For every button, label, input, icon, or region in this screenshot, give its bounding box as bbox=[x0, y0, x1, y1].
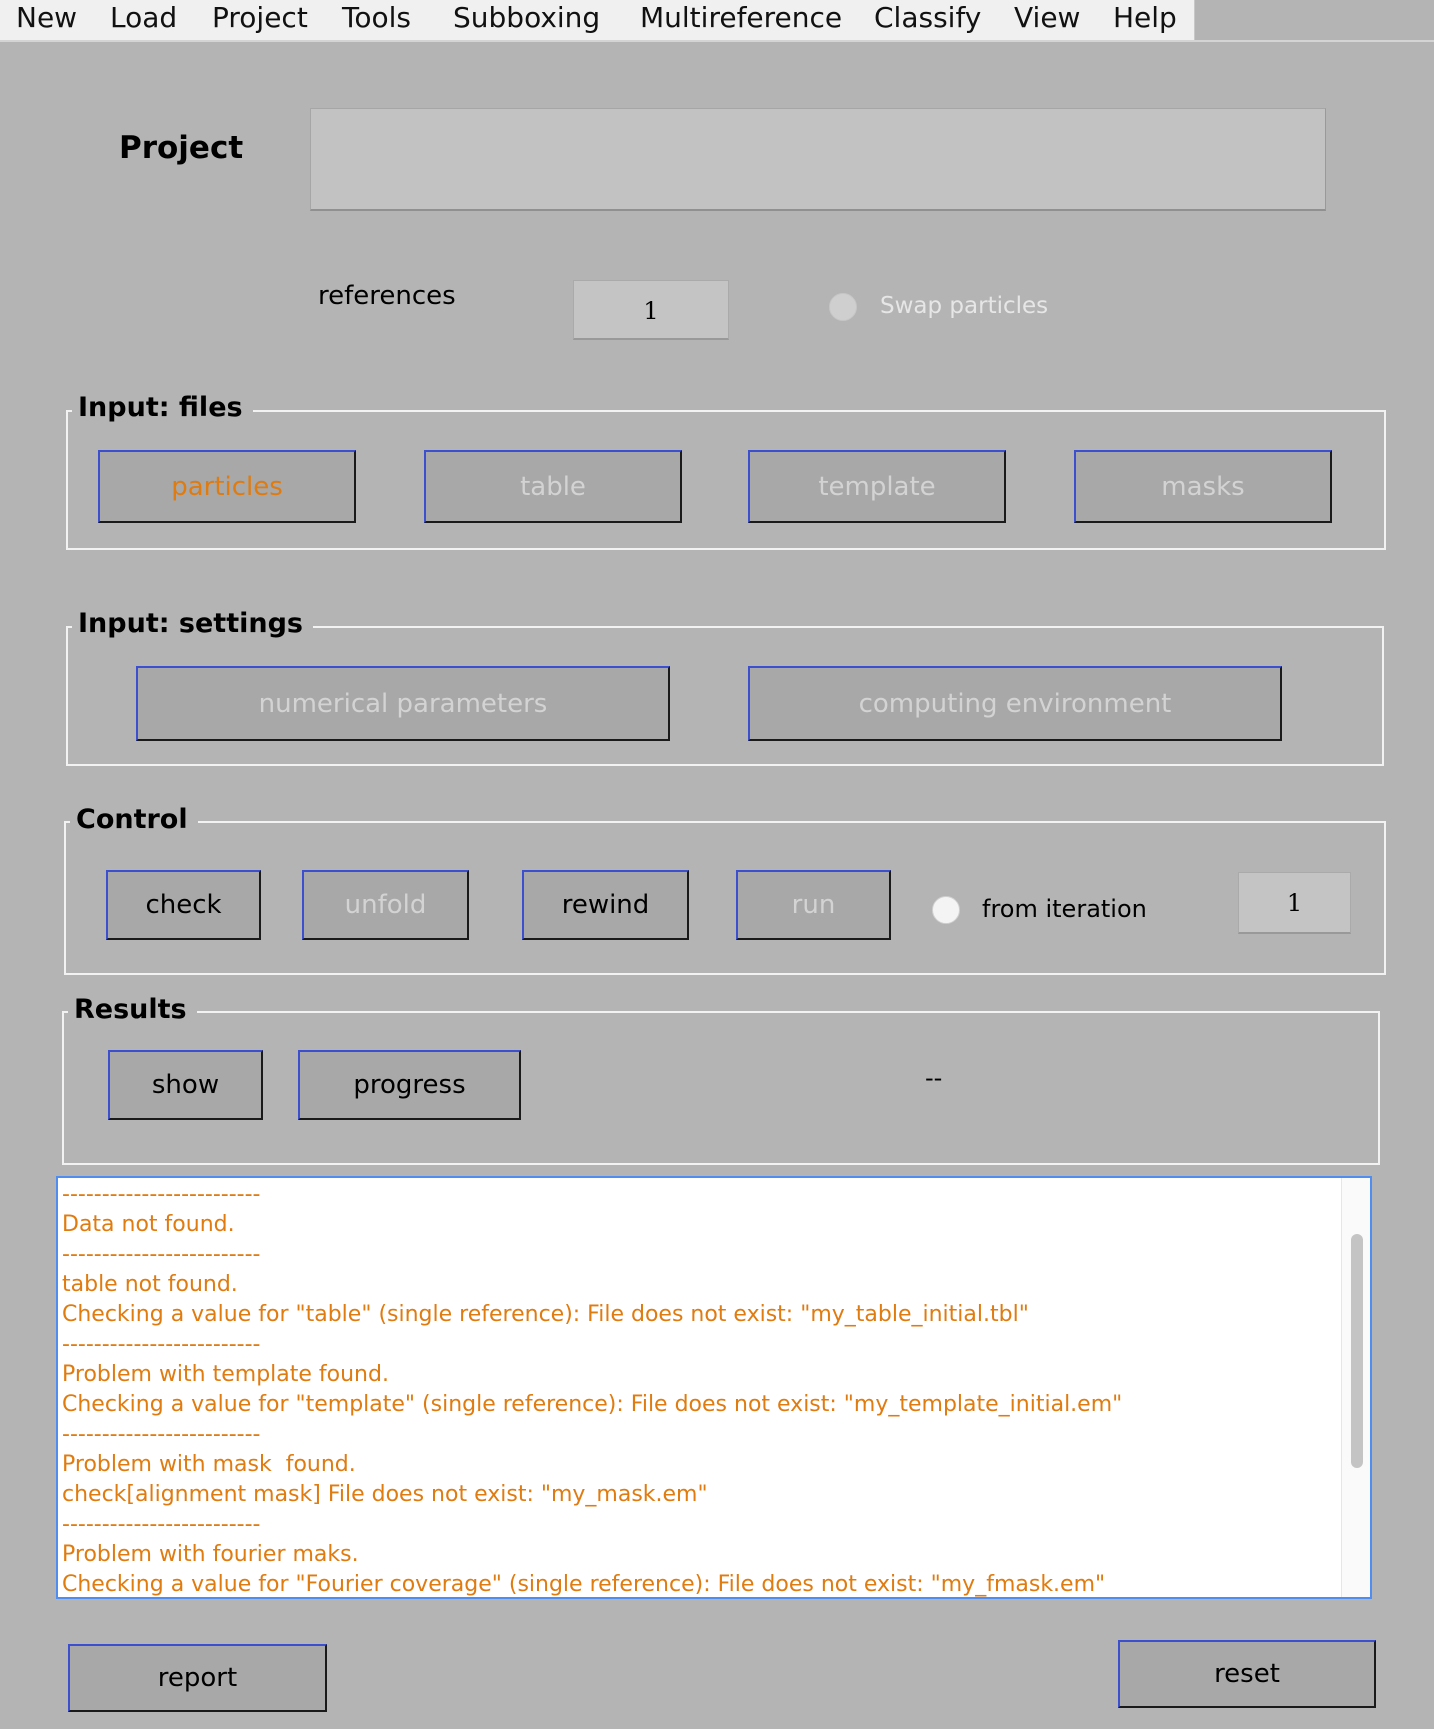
console-line: Data not found. bbox=[62, 1212, 235, 1237]
console-line: Checking a value for "template" (single reference): File does not exist: "my_template_initial.em" bbox=[62, 1392, 1123, 1417]
unfold-button[interactable]: unfold bbox=[302, 870, 469, 940]
console-scrollbar-thumb[interactable] bbox=[1351, 1234, 1363, 1468]
console-line: Checking a value for "table" (single reference): File does not exist: "my_table_initial.tbl" bbox=[62, 1302, 1029, 1327]
computing-environment-button[interactable]: computing environment bbox=[748, 666, 1282, 741]
project-label: Project bbox=[119, 130, 244, 166]
masks-button[interactable]: masks bbox=[1074, 450, 1332, 523]
control-group bbox=[64, 821, 1386, 975]
menu-classify[interactable]: Classify bbox=[874, 1, 982, 34]
console-line: Problem with mask found. bbox=[62, 1452, 356, 1477]
menu-project[interactable]: Project bbox=[212, 1, 308, 34]
check-button[interactable]: check bbox=[106, 870, 261, 940]
from-iteration-radio[interactable] bbox=[932, 896, 960, 924]
table-button[interactable]: table bbox=[424, 450, 682, 523]
references-label: references bbox=[318, 281, 456, 311]
log-console[interactable] bbox=[56, 1176, 1372, 1599]
results-title: Results bbox=[68, 993, 197, 1027]
swap-particles-label: Swap particles bbox=[880, 293, 1049, 319]
console-line: ------------------------- bbox=[62, 1422, 261, 1447]
console-line: Checking a value for "Fourier coverage" (single reference): File does not exist: "my_fmask.em" bbox=[62, 1572, 1106, 1597]
menu-tools[interactable]: Tools bbox=[342, 1, 411, 34]
control-title: Control bbox=[70, 803, 198, 837]
menu-subboxing[interactable]: Subboxing bbox=[453, 1, 601, 34]
menu-multireference[interactable]: Multireference bbox=[640, 1, 843, 34]
project-name-field[interactable] bbox=[310, 108, 1326, 211]
console-line: table not found. bbox=[62, 1272, 238, 1297]
console-line: ------------------------- bbox=[62, 1512, 261, 1537]
console-line: Problem with fourier maks. bbox=[62, 1542, 359, 1567]
menu-load[interactable]: Load bbox=[110, 1, 178, 34]
from-iteration-field[interactable]: 1 bbox=[1238, 872, 1351, 934]
run-button[interactable]: run bbox=[736, 870, 891, 940]
swap-particles-radio[interactable] bbox=[829, 293, 857, 321]
references-count-field[interactable]: 1 bbox=[573, 280, 729, 340]
from-iteration-label: from iteration bbox=[982, 895, 1147, 923]
menu-new[interactable]: New bbox=[16, 1, 78, 34]
numerical-parameters-button[interactable]: numerical parameters bbox=[136, 666, 670, 741]
menu-view[interactable]: View bbox=[1014, 1, 1081, 34]
console-line: Problem with template found. bbox=[62, 1362, 389, 1387]
console-scrollbar[interactable] bbox=[1341, 1178, 1370, 1597]
progress-button[interactable]: progress bbox=[298, 1050, 521, 1120]
reset-button[interactable]: reset bbox=[1118, 1640, 1376, 1708]
results-status: -- bbox=[925, 1064, 943, 1092]
console-line: ------------------------- bbox=[62, 1332, 261, 1357]
input-files-title: Input: files bbox=[72, 391, 253, 425]
rewind-button[interactable]: rewind bbox=[522, 870, 689, 940]
console-line: ------------------------- bbox=[62, 1242, 261, 1267]
menu-bar bbox=[0, 0, 1434, 42]
report-button[interactable]: report bbox=[68, 1644, 327, 1712]
show-button[interactable]: show bbox=[108, 1050, 263, 1120]
template-button[interactable]: template bbox=[748, 450, 1006, 523]
menu-bar-empty bbox=[1194, 0, 1434, 40]
menu-help[interactable]: Help bbox=[1113, 1, 1177, 34]
console-line: ------------------------- bbox=[62, 1182, 261, 1207]
particles-button[interactable]: particles bbox=[98, 450, 356, 523]
input-settings-title: Input: settings bbox=[72, 607, 313, 641]
console-line: check[alignment mask] File does not exist: "my_mask.em" bbox=[62, 1482, 708, 1507]
